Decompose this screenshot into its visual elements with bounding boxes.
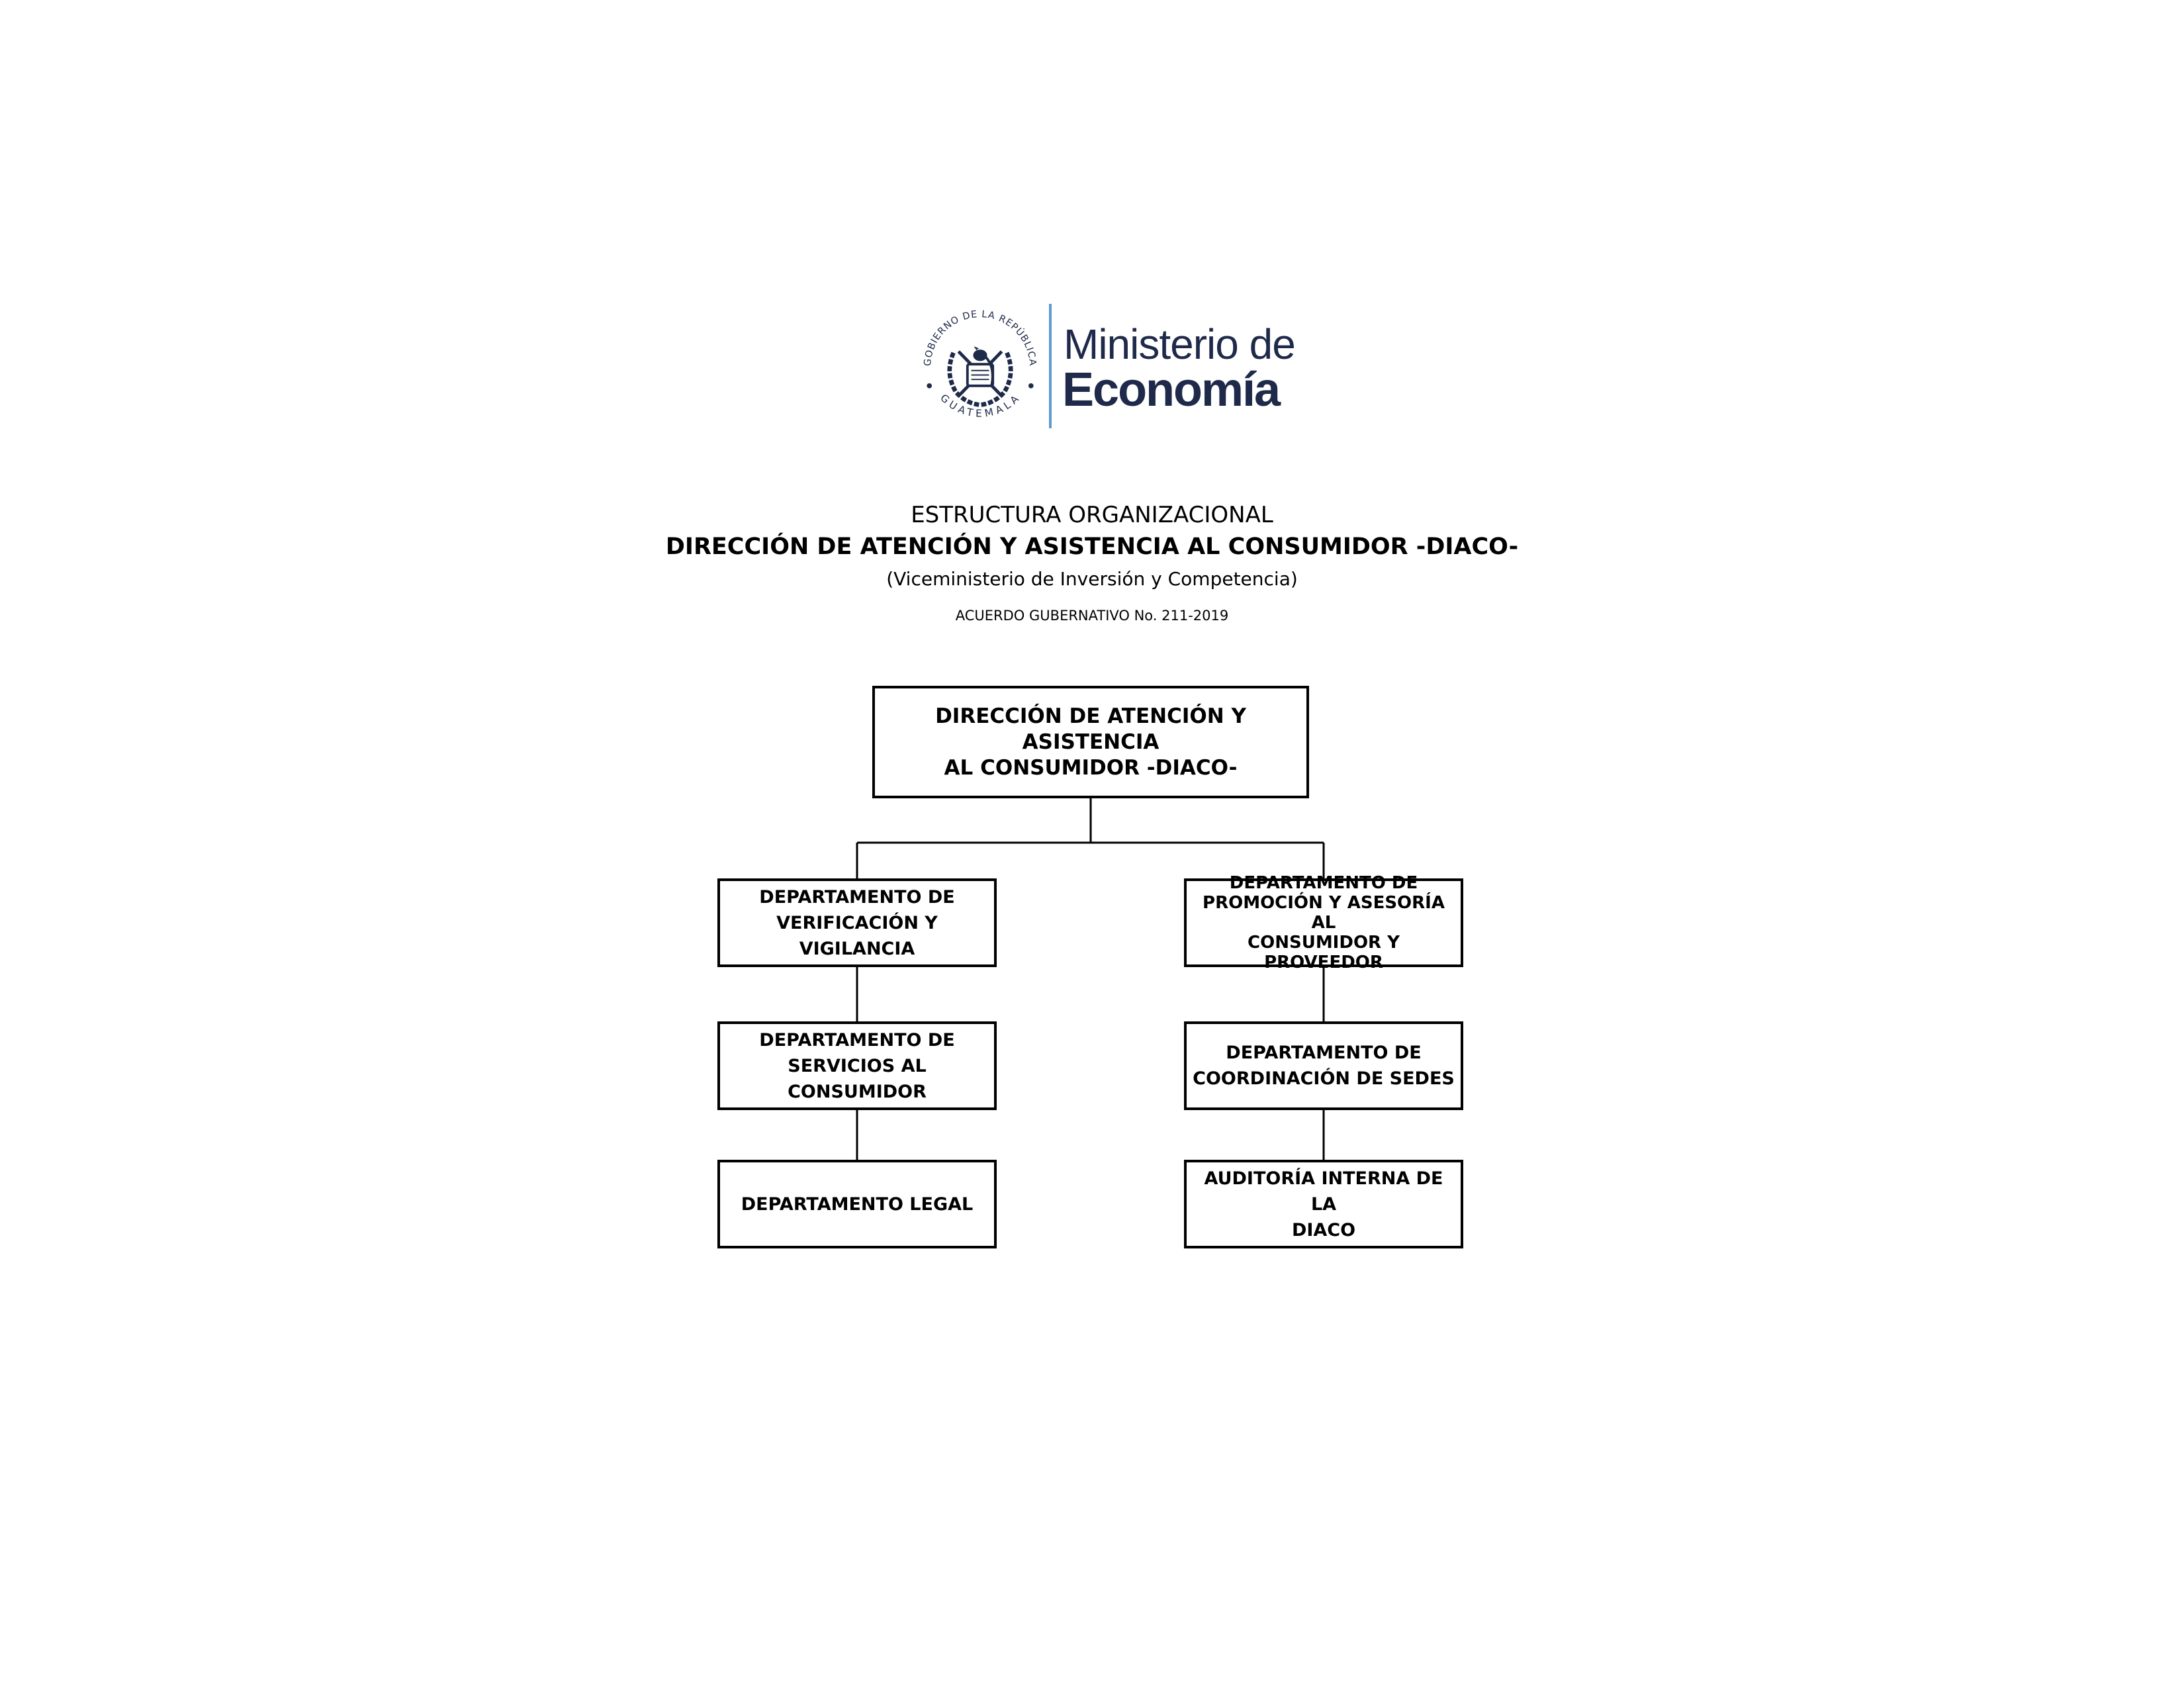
page-subtitle: DIRECCIÓN DE ATENCIÓN Y ASISTENCIA AL CONSUMIDOR -DIACO- <box>665 534 1519 560</box>
org-node-verificacion-label: DEPARTAMENTO DE VERIFICACIÓN Y VIGILANCIA <box>759 886 955 959</box>
org-node-servicios-label: DEPARTAMENTO DE SERVICIOS AL CONSUMIDOR <box>759 1029 955 1102</box>
org-node-verificacion <box>717 878 997 967</box>
agreement-label: ACUERDO GUBERNATIVO No. 211-2019 <box>955 608 1229 624</box>
org-node-servicios <box>717 1021 997 1110</box>
page-title: ESTRUCTURA ORGANIZACIONAL <box>911 502 1273 528</box>
org-node-coordinacion <box>1184 1021 1463 1110</box>
org-node-promocion <box>1184 873 1463 972</box>
logo-line-economia: Economía <box>1062 363 1280 416</box>
org-node-legal <box>717 1160 997 1248</box>
org-node-direccion <box>872 686 1309 798</box>
logo-line-ministerio: Ministerio de <box>1064 320 1295 368</box>
viceministry-label: (Viceministerio de Inversión y Competencia) <box>886 568 1298 590</box>
seal-ring-top-text: GOBIERNO DE LA REPÚBLICA <box>922 309 1038 367</box>
org-node-direccion-label: DIRECCIÓN DE ATENCIÓN Y ASISTENCIA AL CONSUMIDOR -DIACO- <box>935 704 1246 780</box>
org-node-promocion-label: DEPARTAMENTO DE PROMOCIÓN Y ASESORÍA AL CONSUMIDOR Y PROVEEDOR <box>1203 873 1445 972</box>
org-node-legal-label: DEPARTAMENTO LEGAL <box>741 1194 974 1215</box>
org-node-coordinacion-label: DEPARTAMENTO DE COORDINACIÓN DE SEDES <box>1193 1043 1455 1089</box>
org-node-auditoria-label: AUDITORÍA INTERNA DE LA DIACO <box>1204 1168 1443 1241</box>
seal-ring-bottom-text: GUATEMALA <box>938 391 1023 420</box>
org-node-auditoria <box>1184 1160 1463 1248</box>
